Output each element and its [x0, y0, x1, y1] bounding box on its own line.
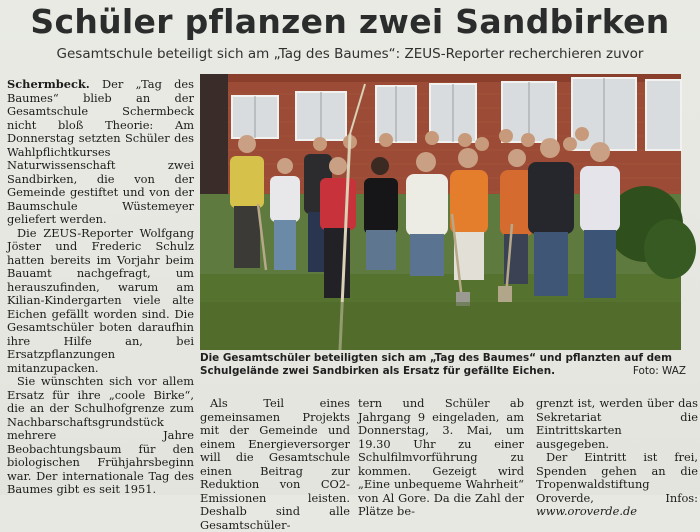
paragraph: grenzt ist, werden über das Sekretariat die Eintrittskarten ausgegeben. [536, 396, 698, 451]
photo-caption [200, 352, 686, 378]
paragraph: tern und Schüler ab Jahrgang 9 eingeladen, am Donnerstag, 3. Mai, um 19.30 Uhr zu einer Schulfilmvorführung zu kommen. Gezeigt wird „Eine unbequeme Wahrheit“ von Al Gore. Da die Zahl der Plätze be- [358, 396, 524, 518]
paragraph [7, 78, 194, 227]
article-column-3 [358, 396, 524, 518]
paragraph: Als Teil eines gemeinsamen Projekts mit der Gemeinde und einem Energieversorger will die Gesamtschule einen Beitrag zur Reduktion von CO2-Emissionen leisten. Deshalb sind alle Gesamtschüler- [200, 396, 350, 532]
headline: Schüler pflanzen zwei Sandbirken [30, 2, 670, 41]
paragraph: Sie wünschten sich vor allem Ersatz für ihre „coole Birke“, die an der Schulhofgrenze zum Nachbarschaftsgrundstück mehrere Jahre Beobachtungsbaum für den biologischen Frühjahrsbeginn war. Der internationale Tag des Baumes gibt es seit 1951. [7, 374, 194, 496]
oroverde-link[interactable]: www.oroverde.de [536, 504, 637, 518]
article-column-2 [200, 396, 350, 532]
article-column-4 [536, 396, 698, 518]
paragraph [536, 451, 698, 519]
group-photo [200, 74, 681, 350]
paragraph-text: Der Eintritt ist frei, Spenden gehen an die Tropenwaldstiftung Oroverde, Infos: [536, 450, 698, 505]
paragraph: Die ZEUS-Reporter Wolfgang Jöster und Frederic Schulz hatten bereits im Vorjahr beim Bauamt nachgefragt, um herauszufinden, warum am Kilian-Kindergarten viele alte Eichen gefällt worden sind. Die Gesamtschüler boten daraufhin ihre Hilfe an, bei Ersatzpflanzungen mitanzupacken. [7, 225, 194, 375]
article-column-1 [7, 78, 194, 494]
dateline: Schermbeck. [7, 77, 90, 91]
paragraph-text: Der „Tag des Baumes“ blieb an der Gesamtschule Schermbeck nicht bloß Theorie: Am Donnerstag setzten Schüler des Wahlpflichtkurses Naturwissenschaft zwei Sandbirken, die von der Gemeinde gestiftet und von der Baumschule Wüstemeyer geliefert werden. [7, 77, 194, 226]
subheadline: Gesamtschule beteiligt sich am „Tag des Baumes“: ZEUS-Reporter recherchieren zuvor [56, 46, 644, 62]
photo-credit: Foto: WAZ [632, 365, 686, 377]
caption-text: Die Gesamtschüler beteiligten sich am „Tag des Baumes“ und pflanzten auf dem Schulgelände zwei Sandbirken als Ersatz für gefällte Eichen. [200, 352, 672, 377]
